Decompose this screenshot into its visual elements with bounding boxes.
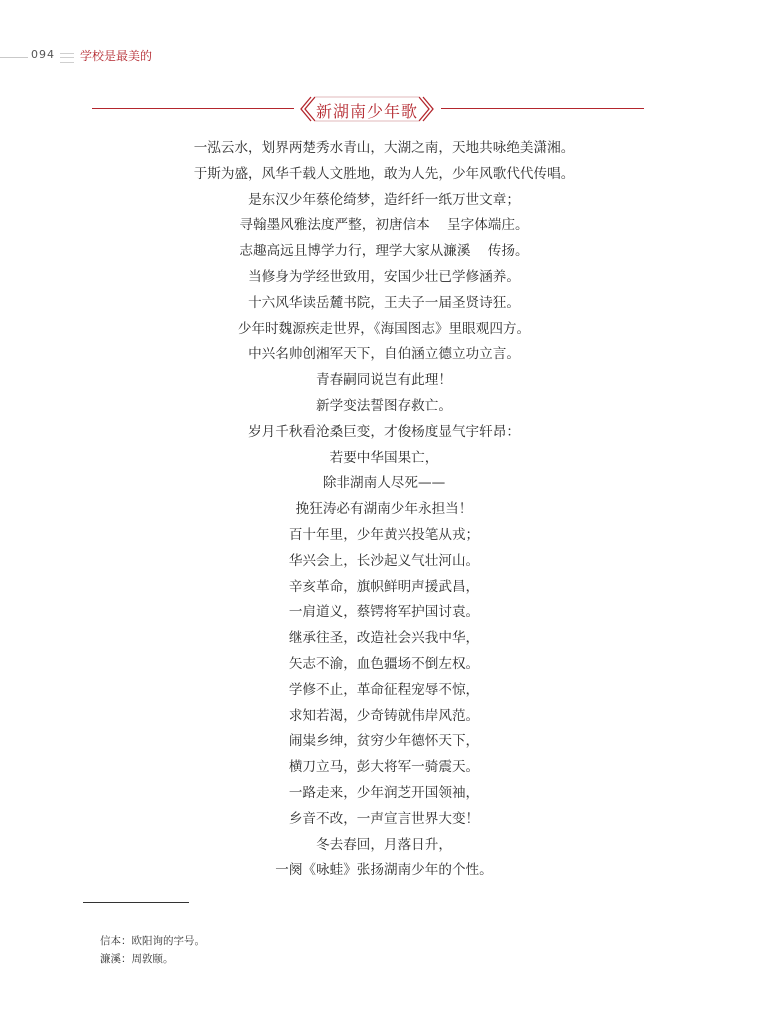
poem-line: 闹粜乡绅，贫穷少年德怀天下， [288, 733, 480, 750]
footnote: 信本：欧阳询的字号。 [100, 935, 205, 947]
poem-line: 岁月千秋看沧桑巨变，才俊杨度显气宇轩昂： [248, 423, 520, 440]
poem-line: 乡音不改，一声宣言世界大变！ [288, 810, 480, 827]
poem-line: 少年时魏源疾走世界，《海国图志》里眼观四方。 [237, 320, 531, 337]
running-header [0, 46, 260, 66]
footnote: 濂溪：周敦颐。 [100, 953, 174, 965]
poem-line: 学修不止，革命征程宠辱不惊， [288, 681, 480, 698]
poem-body [100, 136, 668, 884]
poem-line: 一路走来，少年润芝开国领袖， [288, 784, 480, 801]
poem-line: 百十年里，少年黄兴投笔从戎； [288, 526, 480, 543]
footnote-rule [83, 902, 189, 903]
poem-line: 一泓云水，划界两楚秀水青山，大湖之南，天地共咏绝美潇湘。 [193, 140, 575, 156]
poem-line: 一阕《咏蛙》张扬湖南少年的个性。 [275, 862, 493, 879]
title-rule-right [441, 108, 644, 109]
poem-line: 是东汉少年蔡伦绮梦，造纤纤一纸万世文章； [248, 191, 520, 208]
poem-line: 一肩道义，蔡锷将军护国讨袁。 [288, 604, 480, 621]
title-rule-left [92, 108, 294, 109]
poem-line: 继承往圣，改造社会兴我中华， [288, 630, 480, 647]
poem-line: 中兴名帅创湘军天下，自伯涵立德立功立言。 [248, 346, 520, 363]
header-rule [0, 57, 28, 58]
poem-line: 寻翰墨风雅法度严整，初唐信本 呈字体端庄。 [239, 217, 529, 234]
page-title: 新湖南少年歌 [315, 102, 418, 121]
poem-line: 志趣高远且博学力行，理学大家从濂溪 传扬。 [239, 243, 529, 260]
poem-line: 当修身为学经世致用，安国少壮已学修涵养。 [248, 268, 520, 285]
poem-line: 华兴会上，长沙起义气壮河山。 [288, 552, 480, 569]
poem-line: 冬去春回，月落日升， [316, 836, 452, 853]
poem-line: 若要中华国果亡， [329, 449, 439, 466]
running-title: 学校是最美的 [80, 49, 153, 63]
poem-line: 辛亥革命，旗帜鲜明声援武昌， [288, 578, 480, 595]
page-number: 094 [31, 48, 55, 61]
poem-line: 除非湖南人尽死—— [322, 475, 446, 492]
poem-line: 青春嗣同说岂有此理！ [316, 372, 452, 389]
poem-line: 求知若渴，少奇铸就伟岸风范。 [288, 707, 480, 724]
title-frame [299, 96, 435, 122]
poem-line: 矢志不渝，血色疆场不倒左权。 [288, 655, 480, 672]
poem-line: 十六风华读岳麓书院，王夫子一届圣贤诗狂。 [248, 294, 520, 311]
poem-line: 挽狂涛必有湖南少年永担当！ [295, 501, 473, 518]
title-banner [92, 96, 644, 122]
poem-line: 横刀立马，彭大将军一骑震天。 [288, 759, 480, 776]
header-ornament-lines [60, 53, 74, 63]
footnotes [100, 932, 500, 968]
poem-line: 于斯为盛，风华千载人文胜地，敢为人先，少年风歌代代传唱。 [193, 165, 575, 182]
poem-line: 新学变法誓图存救亡。 [316, 397, 452, 414]
